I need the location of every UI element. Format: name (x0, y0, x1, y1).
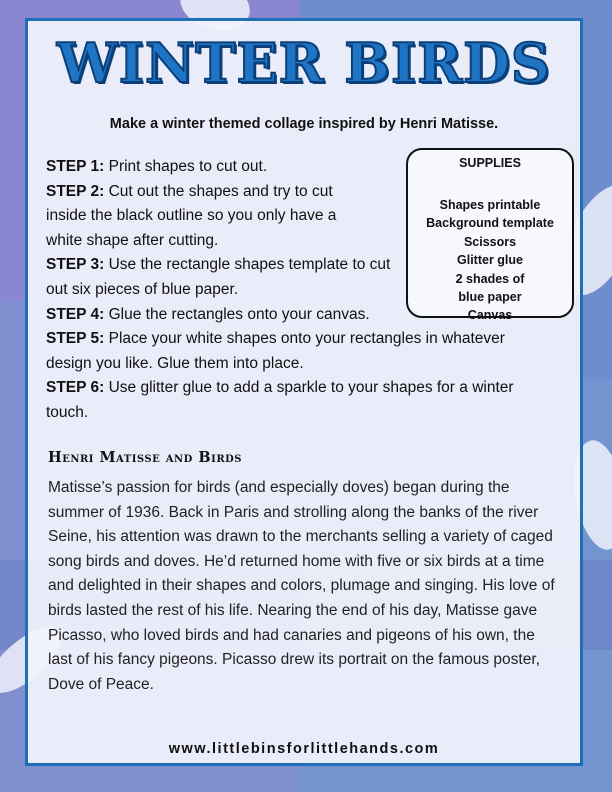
step-text: Cut out the shapes and try to cut inside the black outline so you only have a white shape after cutting. (46, 182, 337, 249)
step-text: Print shapes to cut out. (104, 158, 268, 175)
step-label: STEP 2: (46, 182, 105, 200)
step-text: Place your white shapes onto your rectangles in whatever design you like. Glue them into place. (46, 330, 505, 372)
supplies-list (408, 196, 572, 325)
step-item (46, 376, 546, 425)
step-label: STEP 5: (46, 330, 105, 348)
website-footer[interactable]: www.littlebinsforlittlehands.com (168, 741, 440, 757)
supply-item: Scissors (463, 234, 517, 249)
step-item (46, 180, 376, 254)
step-label: STEP 1: (46, 158, 105, 175)
step-text: Glue the rectangles onto your canvas. (104, 305, 370, 323)
supply-item: Shapes printable (439, 198, 541, 212)
section-title: Henri Matisse and Birds (48, 449, 243, 466)
step-label: STEP 6: (46, 379, 105, 397)
step-text: Use glitter glue to add a sparkle to your shapes for a winter touch. (46, 379, 514, 421)
step-text: Use the rectangle shapes template to cut out six pieces of blue paper. (46, 256, 391, 298)
supply-item: blue paper (458, 290, 522, 305)
supply-item: 2 shades of (455, 271, 525, 286)
subtitle: Make a winter themed collage inspired by Henri Matisse. (109, 116, 499, 132)
page-title: WINTER BIRDS (57, 31, 551, 95)
step-label: STEP 3: (46, 256, 105, 274)
supply-item: Background template (426, 216, 554, 231)
supplies-box (406, 148, 574, 323)
supplies-title: SUPPLIES (459, 156, 521, 170)
step-label: STEP 4: (46, 305, 105, 323)
step-item (46, 253, 396, 302)
supply-item: Glitter glue (457, 253, 523, 268)
supply-item: Canvas (467, 308, 513, 323)
content-card (25, 18, 583, 766)
step-item (46, 327, 546, 376)
bio-paragraph: Matisse’s passion for birds (and especially doves) began during the summer of 1936. Back in Paris and strolling along the banks of the river Seine, his attention was drawn to the merchants selling a variety of caged song birds and doves. He’d returned home with five or six birds at a time and delighted in their shapes and colors, plumage and singing. His love of birds lasted the rest of his life. Nearing the end of his day, Matisse gave Picasso, who loved birds and had canaries and pigeons of his own, the last of his fancy pigeons. Picasso drew its portrait on the famous poster, Dove of Peace. (48, 479, 555, 693)
